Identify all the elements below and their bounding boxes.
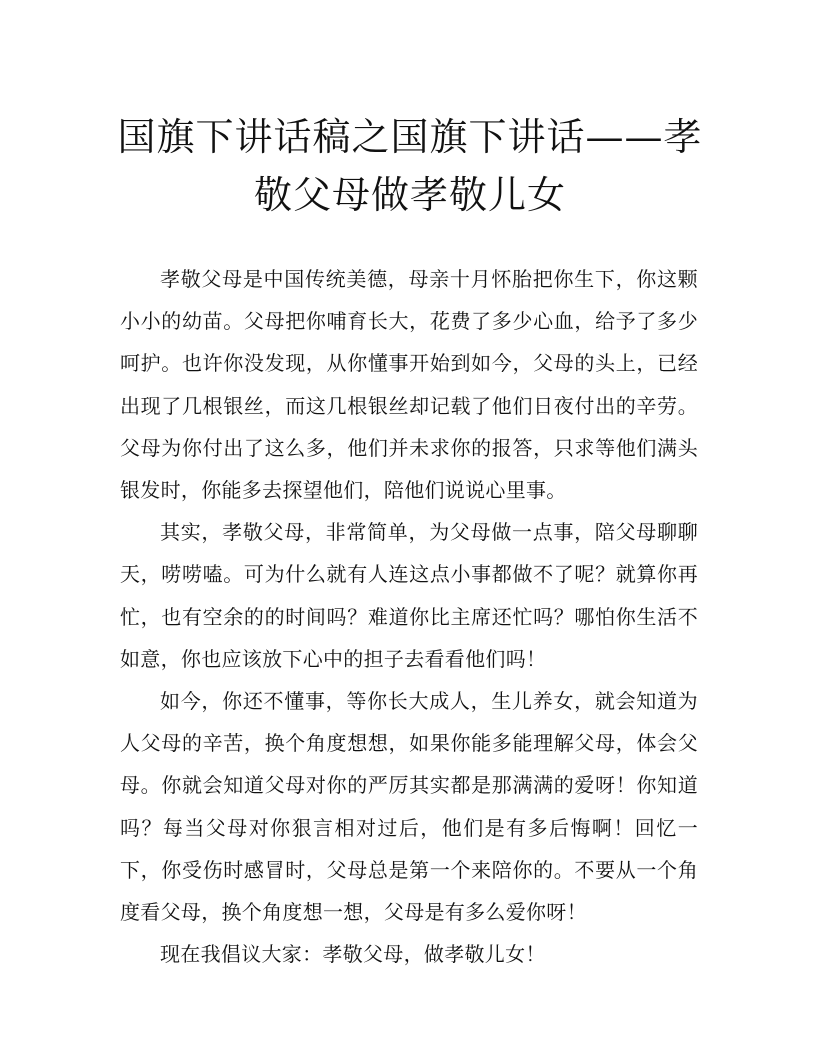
paragraph: 其实，孝敬父母，非常简单，为父母做一点事，陪父母聊聊天，唠唠嗑。可为什么就有人连这点小事都做不了呢？就算你再忙，也有空余的的时间吗？难道你比主席还忙吗？哪怕你生活不如意，你也应该放下心中的担子去看看他们吗！: [120, 520, 698, 671]
paragraph: 孝敬父母是中国传统美德，母亲十月怀胎把你生下，你这颗小小的幼苗。父母把你哺育长大，花费了多少心血，给予了多少呵护。也许你没发现，从你懂事开始到如今，父母的头上，已经出现了几根银丝，而这几根银丝却记载了他们日夜付出的辛劳。父母为你付出了这么多，他们并未求你的报答，只求等他们满头银发时，你能多去探望他们，陪他们说说心里事。: [120, 267, 698, 503]
paragraph: 现在我倡议大家：孝敬父母，做孝敬儿女！: [160, 942, 546, 967]
document-body: [120, 258, 698, 975]
document-title: 国旗下讲话稿之国旗下讲话——孝敬父母做孝敬儿女: [117, 115, 703, 217]
paragraph: 如今，你还不懂事，等你长大成人，生儿养女，就会知道为人父母的辛苦，换个角度想想，如果你能多能理解父母，体会父母。你就会知道父母对你的严厉其实都是那满满的爱呀！你知道吗？每当父母对你狠言相对过后，他们是有多后悔啊！回忆一下，你受伤时感冒时，父母总是第一个来陪你的。不要从一个角度看父母，换个角度想一想，父母是有多么爱你呀！: [120, 689, 698, 925]
